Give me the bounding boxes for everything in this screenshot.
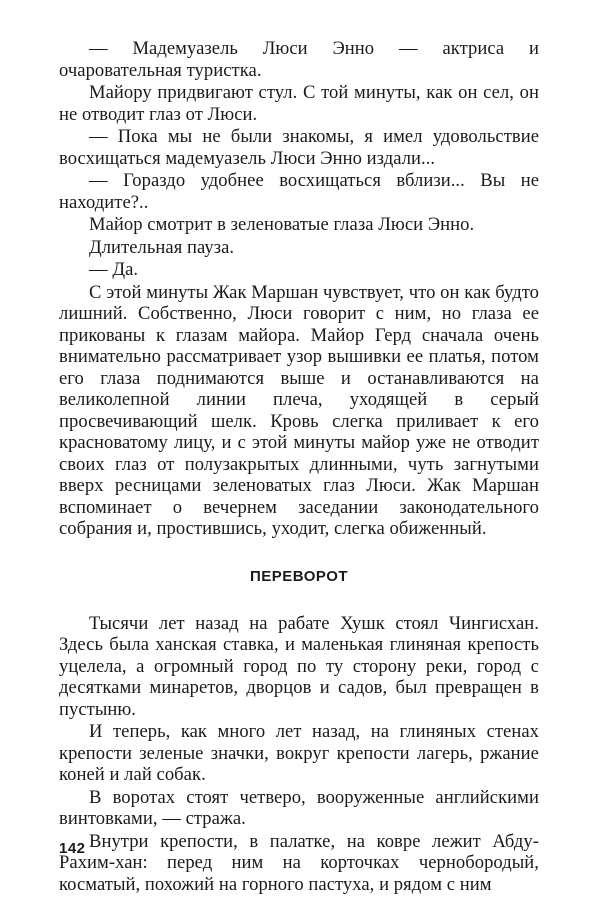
- page-body: [59, 38, 539, 896]
- paragraph: С этой минуты Жак Маршан чувствует, что он как будто лишний. Собственно, Люси говорит с ним, но глаза ее прикованы к глазам майора. Майор Герд сначала очень внимательно рассматривает узор вышивки ее платья, потом его глаза поднимаются выше и останавливаются на великолепной линии плеча, уходящей в серый просвечивающий шелк. Кровь слегка приливает к его красноватому лицу, и с этой минуты майор уже не отводит своих глаз от полузакрытых длинными, чуть загнутыми вверх ресницами зеленоватых глаз Люси. Жак Маршан вспоминает о вечернем заседании законодательного собрания и, простившись, уходит, слегка обиженный.: [59, 281, 539, 539]
- paragraph: И теперь, как много лет назад, на глиняных стенах крепости зеленые значки, вокруг крепости лагерь, ржание коней и лай собак.: [59, 721, 539, 785]
- paragraph: — Да.: [89, 259, 139, 280]
- paragraph: Длительная пауза.: [89, 236, 235, 258]
- paragraph: — Пока мы не были знакомы, я имел удовольствие восхищаться мадемуазель Люси Энно издали...: [59, 126, 539, 169]
- paragraph: — Гораздо удобнее восхищаться вблизи... Вы не находите?..: [59, 170, 539, 213]
- paragraph: Тысячи лет назад на рабате Хушк стоял Чингисхан. Здесь была ханская ставка, и маленькая глиняная крепость уцелела, а огромный город по ту сторону реки, город с десятками минаретов, дворцов и садов, был превращен в пустыню.: [59, 612, 539, 720]
- paragraph: Майору придвигают стул. С той минуты, как он сел, он не отводит глаз от Люси.: [59, 82, 539, 125]
- paragraph: — Мадемуазель Люси Энно — актриса и очаровательная туристка.: [59, 38, 539, 81]
- page-number: 142: [59, 840, 86, 857]
- paragraph: В воротах стоят четверо, вооруженные английскими винтовками, — стража.: [59, 786, 539, 829]
- paragraph: Майор смотрит в зеленоватые глаза Люси Энно.: [89, 214, 475, 235]
- paragraph: Внутри крепости, в палатке, на ковре лежит Абду-Рахим-хан: перед ним на корточках чернобородый, косматый, похожий на горного пастуха, и рядом с ним: [59, 830, 539, 895]
- chapter-heading: ПЕРЕВОРОТ: [249, 567, 349, 585]
